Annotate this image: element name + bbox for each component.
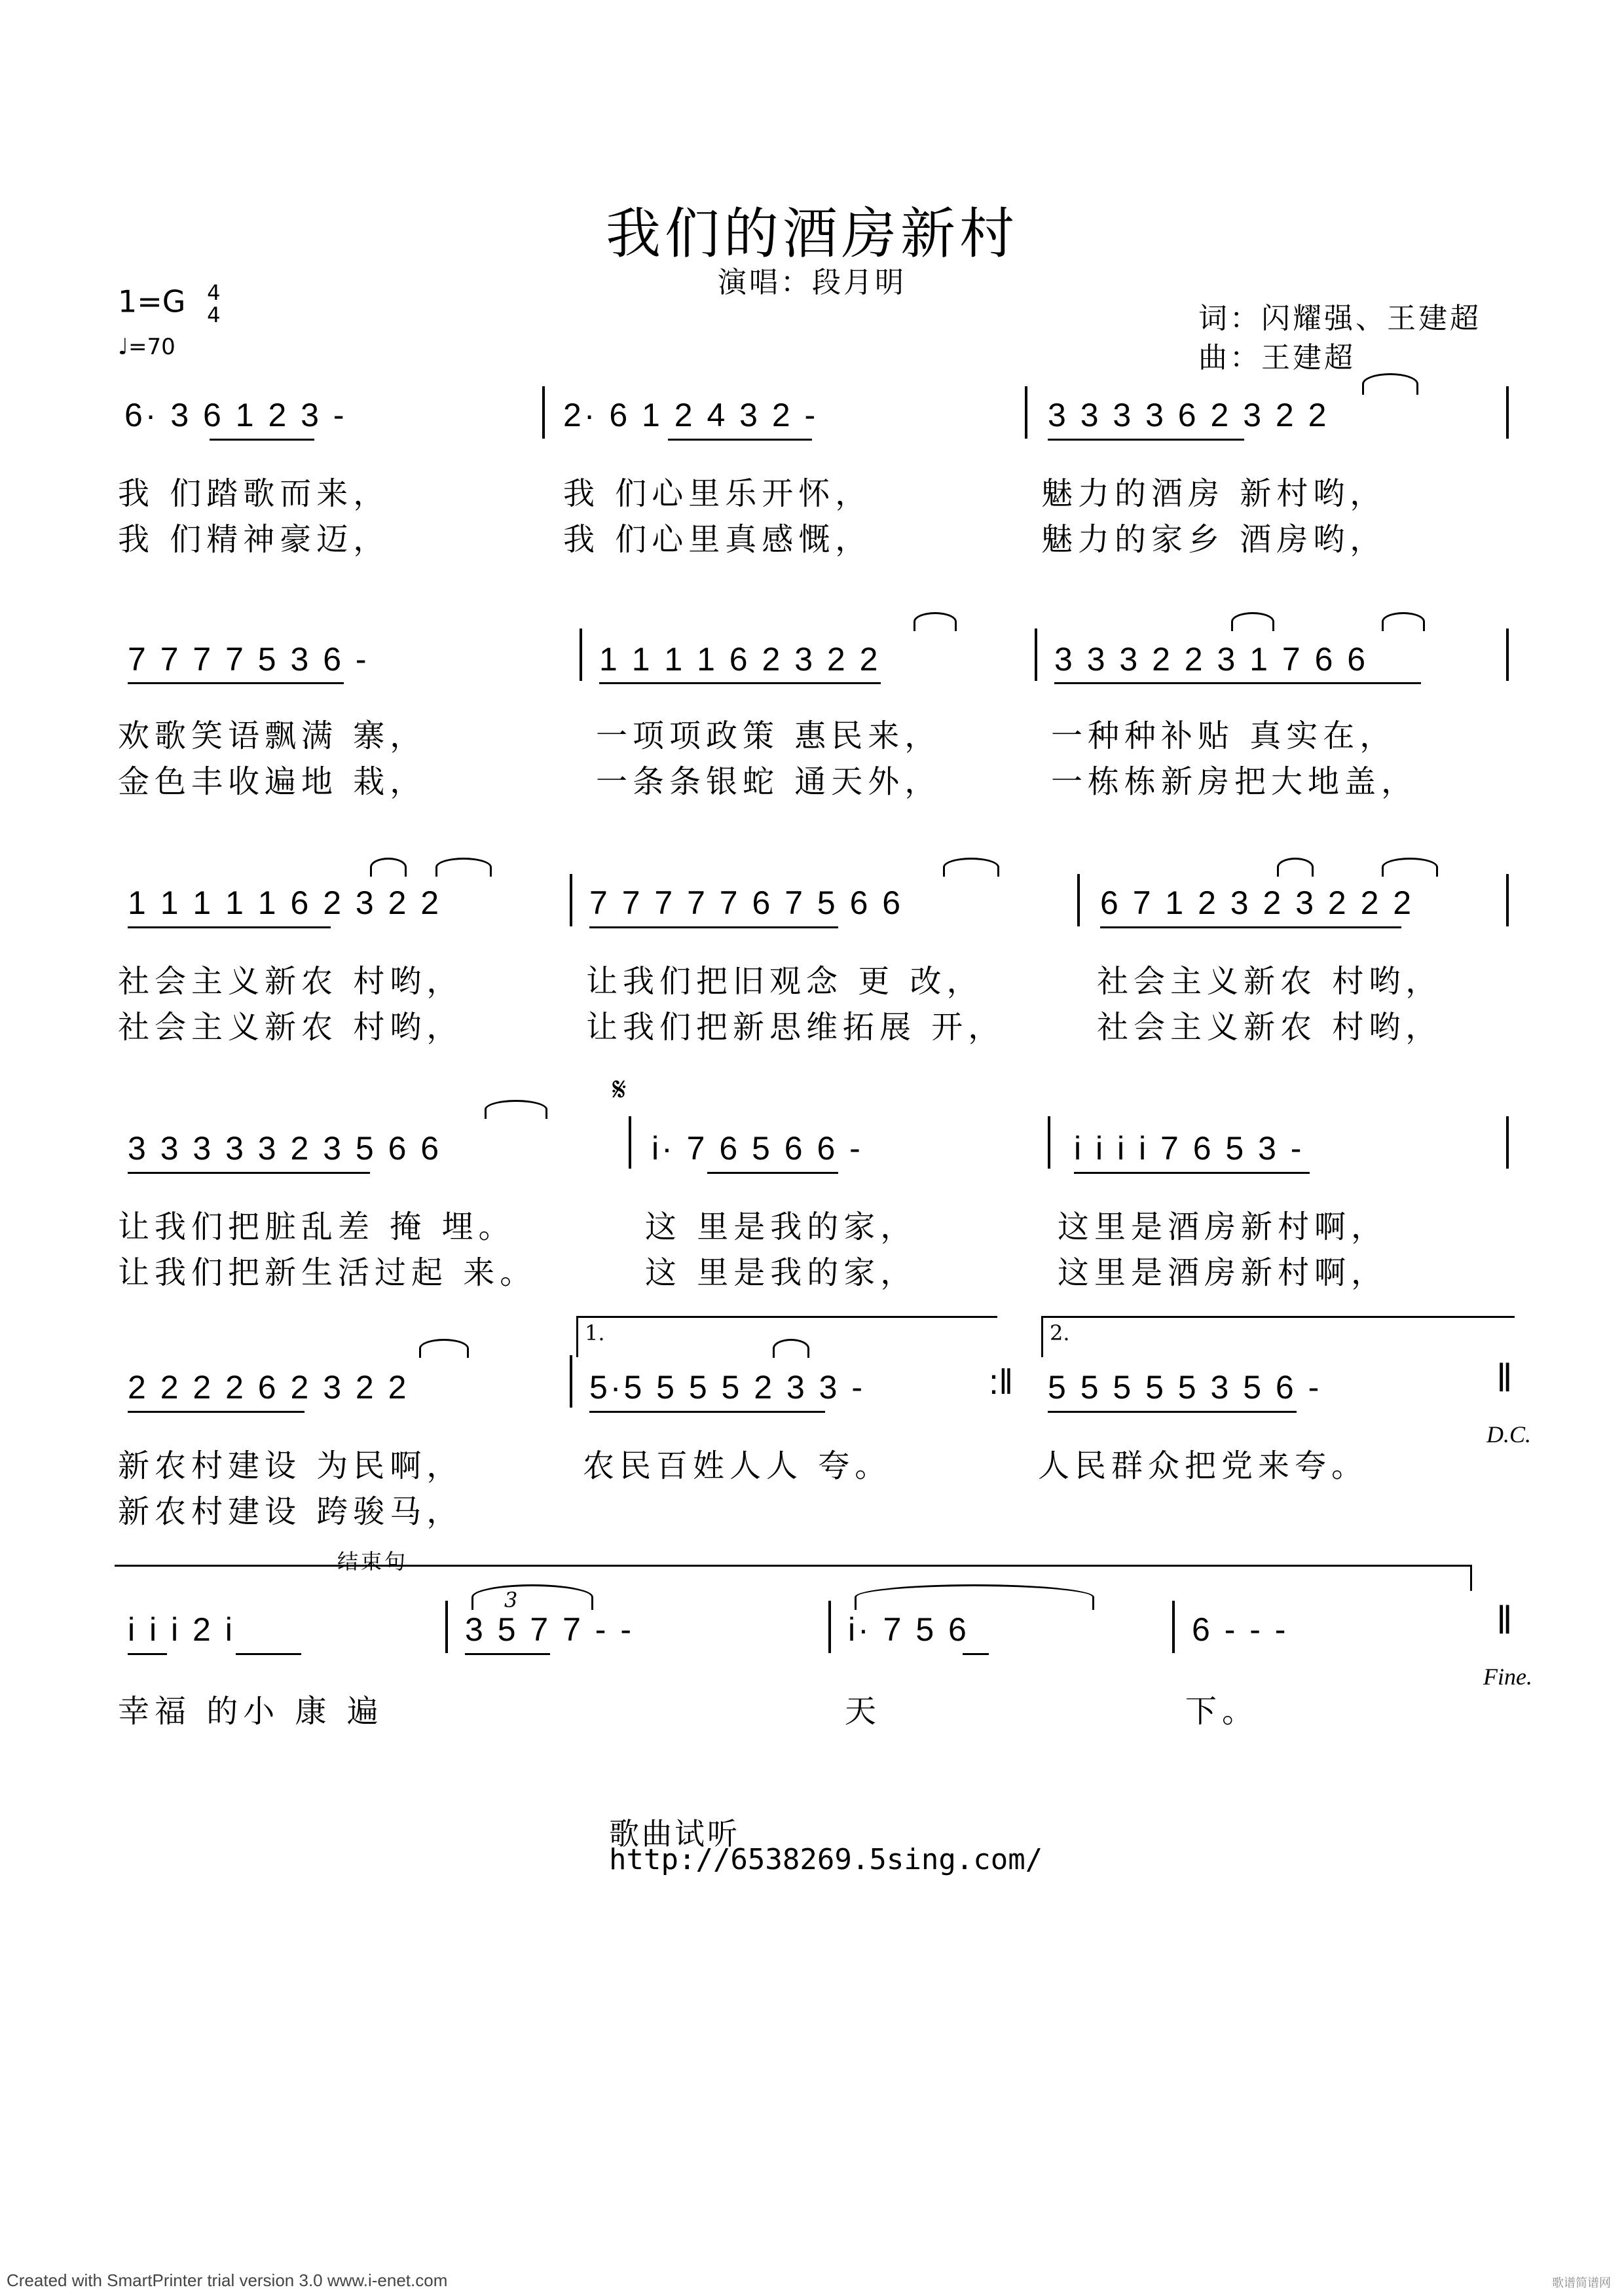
row2-m2-lyric1: 一项项政策 惠民来，	[596, 718, 942, 754]
beam	[128, 1172, 370, 1174]
slur	[1382, 612, 1425, 631]
row2-m3-lyric1: 一种种补贴 真实在，	[1051, 718, 1397, 754]
repeat-end-sign: :‖	[989, 1362, 1014, 1402]
beam	[128, 926, 331, 928]
row3-m3-lyric1: 社会主义新农 村哟，	[1097, 963, 1443, 1000]
beam	[589, 1411, 825, 1413]
row1-m3-lyric2: 魅力的家乡 酒房哟，	[1041, 521, 1387, 558]
tempo-mark: ♩=70	[118, 334, 175, 360]
row3-m2-lyric1: 让我们把旧观念 更 改，	[586, 963, 984, 1000]
barline	[1035, 629, 1037, 681]
row3-m3-notes: 6 7 1 2 3 2 3 2 2 2	[1100, 884, 1414, 921]
printer-footer: Created with SmartPrinter trial version 3.0 www.i-enet.com	[7, 2270, 448, 2290]
slur	[943, 858, 999, 877]
row4-m2-lyric1: 这 里是我的家，	[645, 1209, 917, 1245]
ending-line	[115, 1565, 1470, 1567]
beam	[707, 1172, 838, 1174]
row2-m1-lyric2: 金色丰收遍地 栽，	[118, 763, 427, 800]
barline	[570, 874, 572, 926]
row5-m2-notes: 5·5 5 5 5 2 3 3 -	[589, 1369, 866, 1406]
row1-m1-notes: 6· 3 6 1 2 3 -	[124, 397, 347, 433]
row6-m3-notes: i· 7 5 6	[848, 1611, 969, 1648]
beam	[1074, 1172, 1310, 1174]
row5-m1-lyric1: 新农村建设 为民啊，	[118, 1448, 464, 1484]
row4-m3-lyric2: 这里是酒房新村啊，	[1058, 1254, 1388, 1291]
row1-m3-notes: 3 3 3 3 6 2 3 2 2	[1048, 397, 1329, 433]
barline	[570, 1355, 572, 1408]
barline	[1506, 874, 1509, 926]
row2-m1-notes: 7 7 7 7 5 3 6 -	[128, 641, 369, 678]
row6-m1-notes: i i i 2 i	[128, 1611, 235, 1648]
beam	[1100, 926, 1401, 928]
row1-m2-lyric2: 我 们心里真感慨，	[563, 521, 872, 558]
listen-url[interactable]: http://6538269.5sing.com/	[609, 1843, 1043, 1876]
row6-m3-lyric1: 天	[845, 1693, 882, 1730]
row2-m2-lyric2: 一条条银蛇 通天外，	[596, 763, 942, 800]
slur	[1382, 858, 1438, 877]
slur	[1362, 373, 1418, 395]
beam	[128, 682, 344, 684]
row5-m3-notes: 5 5 5 5 5 3 5 6 -	[1048, 1369, 1322, 1406]
row4-m3-notes: i i i i 7 6 5 3 -	[1074, 1130, 1304, 1167]
beam	[128, 1411, 304, 1413]
final-barline-fine: ‖	[1496, 1598, 1513, 1642]
ending-label: 结束句	[337, 1549, 409, 1574]
row4-m1-notes: 3 3 3 3 3 2 3 5 6 6	[128, 1130, 442, 1167]
row4-m2-notes: i· 7 6 5 6 6 -	[652, 1130, 863, 1167]
ending-line-end	[1470, 1565, 1472, 1591]
beam	[1048, 1411, 1297, 1413]
slur	[913, 612, 957, 631]
fine-mark: Fine.	[1483, 1664, 1532, 1690]
barline	[828, 1601, 831, 1653]
barline	[1077, 874, 1080, 926]
beam	[589, 926, 838, 928]
beam	[1054, 682, 1421, 684]
barline	[445, 1601, 448, 1653]
beam	[963, 1653, 989, 1655]
slur	[435, 858, 492, 877]
row1-m3-lyric1: 魅力的酒房 新村哟，	[1041, 475, 1387, 512]
row4-m3-lyric1: 这里是酒房新村啊，	[1058, 1209, 1388, 1245]
beam	[128, 1653, 167, 1655]
row1-m1-lyric1: 我 们踏歌而来，	[118, 475, 390, 512]
barline	[1506, 386, 1509, 439]
slur	[1231, 612, 1274, 631]
meter-top: 4	[207, 280, 221, 305]
final-barline: ‖	[1496, 1356, 1513, 1400]
triplet-slur	[471, 1584, 593, 1610]
slur	[855, 1584, 1094, 1610]
barline	[1172, 1601, 1175, 1653]
row3-m1-notes: 1 1 1 1 1 6 2 3 2 2	[128, 884, 442, 921]
singer: 演唱：段月明	[718, 266, 906, 299]
volta-1-label: 1.	[585, 1321, 605, 1345]
beam	[210, 439, 314, 441]
row2-m3-notes: 3 3 3 2 2 3 1 7 6 6	[1054, 641, 1369, 678]
segno-sign: 𝄋	[612, 1070, 627, 1108]
row4-m2-lyric2: 这 里是我的家，	[645, 1254, 917, 1291]
listen-label: 歌曲试听	[609, 1816, 740, 1851]
barline	[1025, 386, 1027, 439]
row2-m1-lyric1: 欢歌笑语飘满 寨，	[118, 718, 427, 754]
volta-2-label: 2.	[1050, 1321, 1070, 1345]
volta-2-bracket	[1041, 1316, 1515, 1357]
row1-m2-notes: 2· 6 1 2 4 3 2 -	[563, 397, 819, 433]
barline	[1048, 1116, 1050, 1169]
row6-m1-lyric1: 幸福 的小 康 遍	[118, 1693, 384, 1730]
song-title: 我们的酒房新村	[605, 202, 1018, 266]
lyricist: 词：闪耀强、王建超	[1198, 302, 1481, 335]
row2-m2-notes: 1 1 1 1 6 2 3 2 2	[599, 641, 881, 678]
triplet-number: 3	[504, 1588, 518, 1613]
row3-m3-lyric2: 社会主义新农 村哟，	[1097, 1009, 1443, 1046]
meter-bottom: 4	[207, 302, 221, 327]
slur	[1277, 858, 1314, 877]
barline	[1506, 629, 1509, 681]
row3-m1-lyric2: 社会主义新农 村哟，	[118, 1009, 464, 1046]
beam	[465, 1653, 550, 1655]
slur	[370, 858, 407, 877]
tempo-value: =70	[128, 334, 175, 360]
barline	[580, 629, 582, 681]
row4-m1-lyric2: 让我们把新生活过起 来。	[118, 1254, 537, 1291]
barline	[1506, 1116, 1509, 1169]
row3-m1-lyric1: 社会主义新农 村哟，	[118, 963, 464, 1000]
slur	[485, 1100, 547, 1119]
beam	[668, 439, 812, 441]
barline	[542, 386, 545, 439]
row2-m3-lyric2: 一栋栋新房把大地盖，	[1051, 763, 1418, 800]
dc-mark: D.C.	[1486, 1421, 1532, 1448]
barline	[629, 1116, 631, 1169]
key-label: 1=G	[118, 283, 186, 319]
row3-m2-notes: 7 7 7 7 7 6 7 5 6 6	[589, 884, 904, 921]
row1-m2-lyric1: 我 们心里乐开怀，	[563, 475, 872, 512]
row5-m3-lyric1: 人民群众把党来夸。	[1038, 1448, 1369, 1484]
row5-m2-lyric1: 农民百姓人人 夸。	[583, 1448, 892, 1484]
row5-m1-notes: 2 2 2 2 6 2 3 2 2	[128, 1369, 409, 1406]
row6-m4-notes: 6 - - -	[1192, 1611, 1289, 1648]
row3-m2-lyric2: 让我们把新思维拓展 开，	[586, 1009, 1005, 1046]
row6-m4-lyric1: 下。	[1185, 1693, 1259, 1730]
row4-m1-lyric1: 让我们把脏乱差 掩 埋。	[118, 1209, 515, 1245]
key-signature	[118, 282, 220, 326]
watermark: 歌谱简谱网	[1552, 2276, 1611, 2289]
slur	[773, 1339, 809, 1358]
time-signature	[207, 282, 220, 326]
slur	[419, 1339, 469, 1358]
row6-m2-notes: 3 5 7 7 - -	[465, 1611, 634, 1648]
beam	[599, 682, 881, 684]
row1-m1-lyric2: 我 们精神豪迈，	[118, 521, 390, 558]
beam	[236, 1653, 301, 1655]
row5-m1-lyric2: 新农村建设 跨骏马，	[118, 1493, 464, 1530]
composer: 曲：王建超	[1198, 341, 1356, 374]
beam	[1048, 439, 1244, 441]
